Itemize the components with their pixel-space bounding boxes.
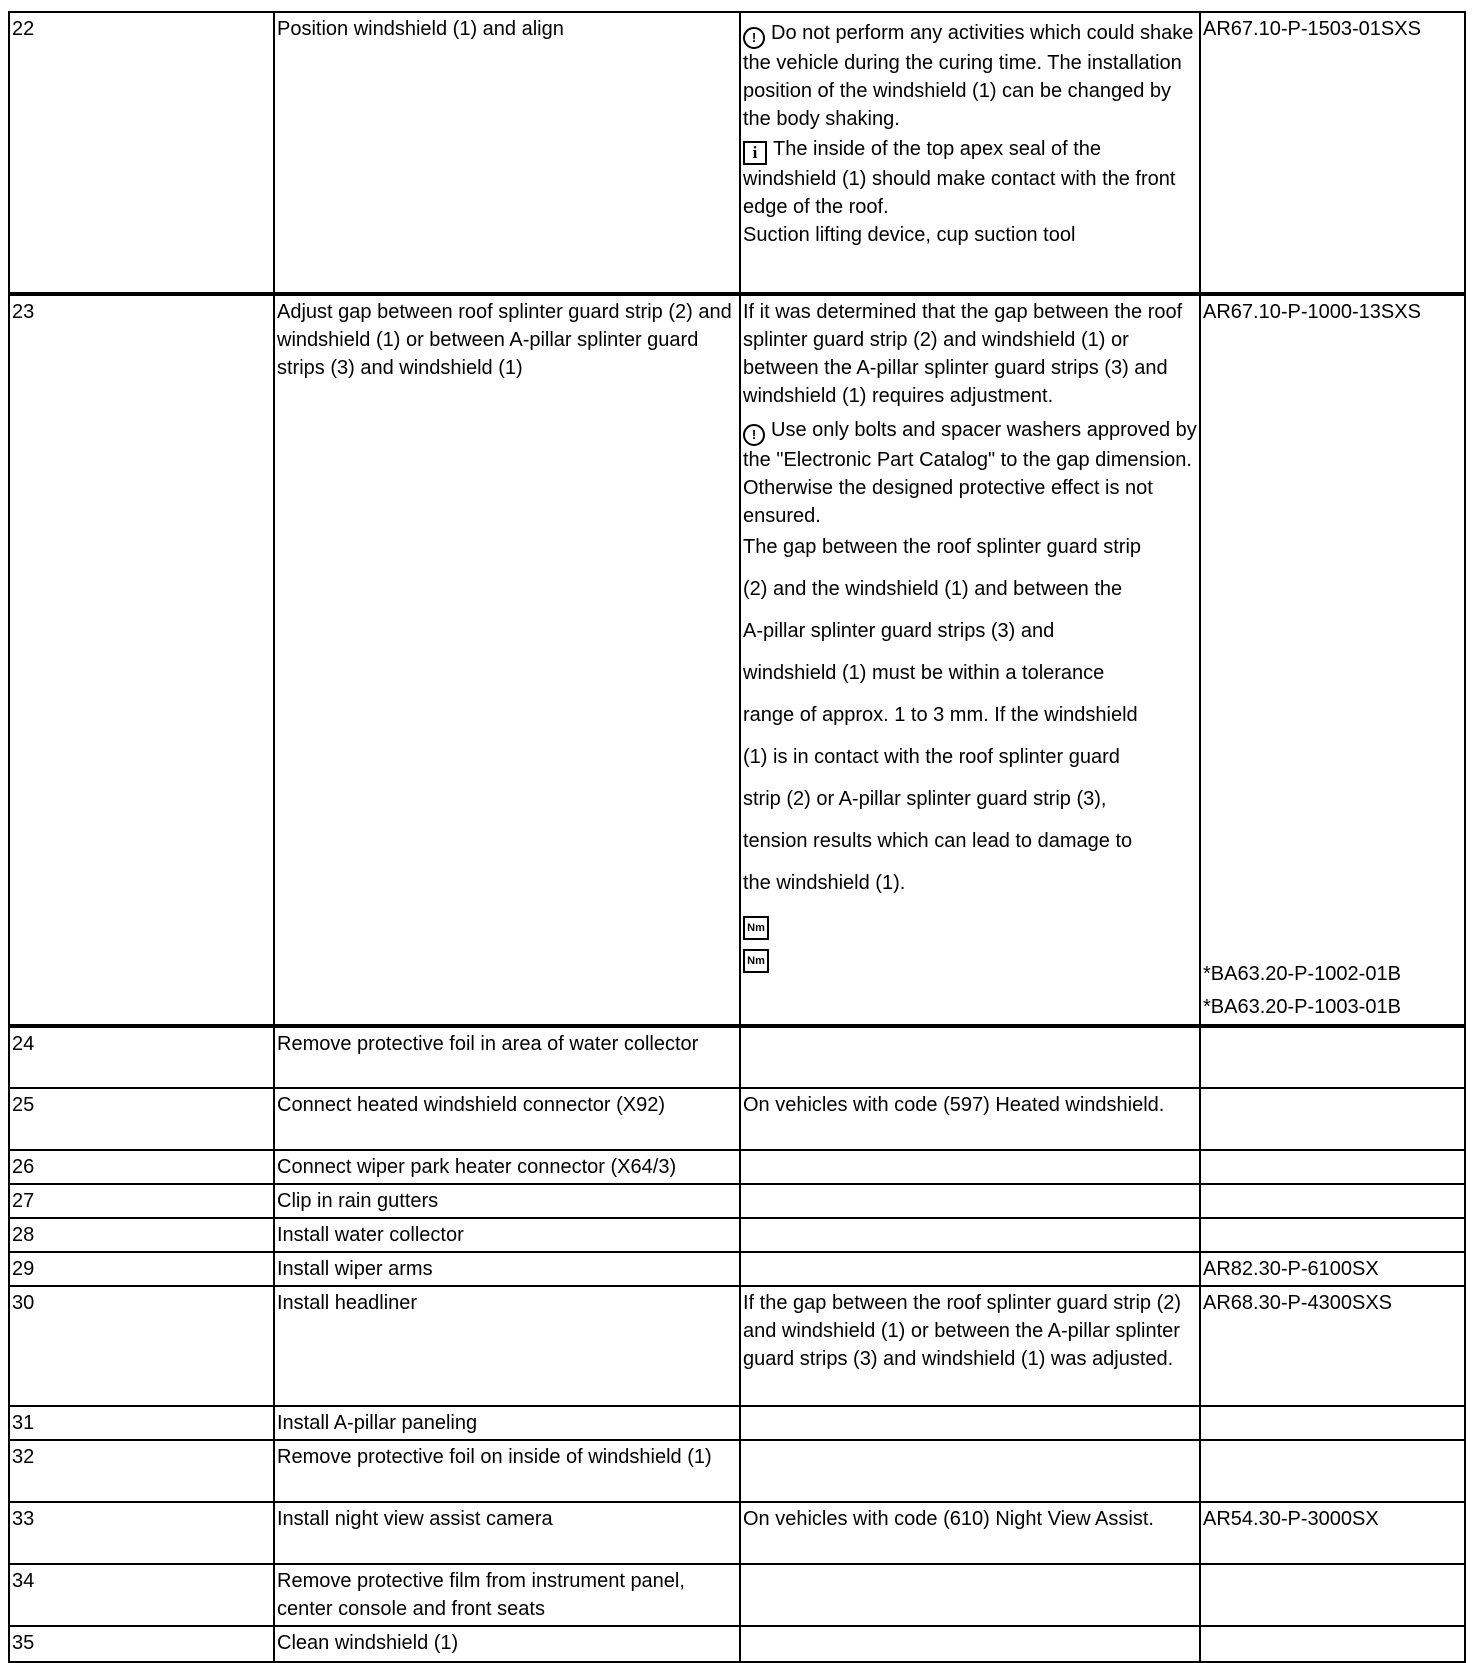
torque-row-2 — [743, 937, 1197, 970]
table-row-33 — [9, 1502, 1465, 1564]
torque-reference-link[interactable]: *BA63.20-P-1003-01B — [1203, 996, 1401, 1018]
step-notes — [740, 1218, 1200, 1252]
torque-nm-icon[interactable]: Nm — [743, 916, 769, 940]
step-action: Clip in rain gutters — [274, 1184, 740, 1218]
step-number: 28 — [9, 1218, 274, 1252]
procedure-table — [8, 11, 1466, 1663]
step-action: Position windshield (1) and align — [274, 12, 740, 294]
table-row-34 — [9, 1564, 1465, 1626]
warning-note-text: Do not perform any activities which could shake the vehicle during the curing time. The installation position of the windshield (1) can be changed by the body shaking. — [743, 22, 1194, 130]
reference-link — [1200, 1088, 1465, 1150]
step-action: Install headliner — [274, 1286, 740, 1406]
reference-link[interactable]: AR54.30-P-3000SX — [1200, 1502, 1465, 1564]
tolerance-line: tension results which can lead to damage to — [743, 830, 1133, 852]
step-action: Install wiper arms — [274, 1252, 740, 1286]
step-notes — [740, 12, 1200, 294]
step-number: 29 — [9, 1252, 274, 1286]
reference-link — [1200, 1440, 1465, 1502]
warning-note-text: Use only bolts and spacer washers approved by the "Electronic Part Catalog" to the gap dimension. Otherwise the designed protective effect is not ensured. — [743, 419, 1197, 527]
tolerance-line: A-pillar splinter guard strips (3) and — [743, 620, 1055, 642]
table-row-30 — [9, 1286, 1465, 1406]
table-row-29 — [9, 1252, 1465, 1286]
step-number: 32 — [9, 1440, 274, 1502]
tolerance-line: (2) and the windshield (1) and between the — [743, 578, 1123, 600]
reference-link[interactable]: AR68.30-P-4300SXS — [1200, 1286, 1465, 1406]
step-action: Install water collector — [274, 1218, 740, 1252]
step-action: Remove protective foil on inside of windshield (1) — [274, 1440, 740, 1502]
table-row-27 — [9, 1184, 1465, 1218]
step-number: 23 — [9, 294, 274, 1026]
reference-link — [1200, 1150, 1465, 1184]
tolerance-line: the windshield (1). — [743, 872, 906, 894]
table-row-31 — [9, 1406, 1465, 1440]
step-number: 25 — [9, 1088, 274, 1150]
step-notes — [740, 1564, 1200, 1626]
step-notes — [740, 1150, 1200, 1184]
table-row-22 — [9, 12, 1465, 294]
info-box-icon: i — [743, 141, 767, 165]
tolerance-line: (1) is in contact with the roof splinter guard — [743, 746, 1120, 768]
warning-circle-icon: ! — [743, 27, 765, 49]
step-notes — [740, 1626, 1200, 1662]
warning-note — [743, 416, 1197, 530]
table-row-35 — [9, 1626, 1465, 1662]
step-action: Adjust gap between roof splinter guard strip (2) and windshield (1) or between A-pillar splinter guard strips (3) and windshield (1) — [274, 294, 740, 1026]
table-row-32 — [9, 1440, 1465, 1502]
reference-spacer — [1203, 326, 1462, 958]
table-row-24 — [9, 1026, 1465, 1088]
step-number: 26 — [9, 1150, 274, 1184]
step-action: Remove protective film from instrument panel, center console and front seats — [274, 1564, 740, 1626]
torque-row-1 — [743, 904, 1197, 937]
step-number: 24 — [9, 1026, 274, 1088]
step-number: 22 — [9, 12, 274, 294]
step-action: Connect wiper park heater connector (X64/3) — [274, 1150, 740, 1184]
step-notes — [740, 1252, 1200, 1286]
table-row-25 — [9, 1088, 1465, 1150]
torque-reference-link[interactable]: *BA63.20-P-1002-01B — [1203, 963, 1401, 985]
step-action: Install A-pillar paneling — [274, 1406, 740, 1440]
step-action: Install night view assist camera — [274, 1502, 740, 1564]
step-number: 33 — [9, 1502, 274, 1564]
tolerance-line: range of approx. 1 to 3 mm. If the windshield — [743, 704, 1138, 726]
tolerance-line: The gap between the roof splinter guard strip — [743, 536, 1142, 558]
reference-link — [1200, 1564, 1465, 1626]
step-action: Clean windshield (1) — [274, 1626, 740, 1662]
table-row-26 — [9, 1150, 1465, 1184]
step-notes — [740, 1184, 1200, 1218]
step-action: Remove protective foil in area of water collector — [274, 1026, 740, 1088]
step-number: 30 — [9, 1286, 274, 1406]
tolerance-line: strip (2) or A-pillar splinter guard strip (3), — [743, 788, 1107, 810]
torque-nm-icon[interactable]: Nm — [743, 949, 769, 973]
step-number: 27 — [9, 1184, 274, 1218]
reference-cell — [1200, 294, 1465, 1026]
reference-link[interactable]: AR67.10-P-1503-01SXS — [1200, 12, 1465, 294]
step-notes: If the gap between the roof splinter guard strip (2) and windshield (1) or between the A-pillar splinter guard strips (3) and windshield (1) was adjusted. — [740, 1286, 1200, 1406]
step-number: 34 — [9, 1564, 274, 1626]
tolerance-note — [743, 526, 1197, 904]
tools-note: Suction lifting device, cup suction tool — [743, 224, 1076, 246]
step-notes — [740, 1440, 1200, 1502]
reference-link[interactable]: AR67.10-P-1000-13SXS — [1203, 301, 1421, 323]
reference-link — [1200, 1026, 1465, 1088]
table-row-28 — [9, 1218, 1465, 1252]
warning-circle-icon: ! — [743, 424, 765, 446]
reference-link — [1200, 1626, 1465, 1662]
step-number: 35 — [9, 1626, 274, 1662]
reference-link — [1200, 1406, 1465, 1440]
step-number: 31 — [9, 1406, 274, 1440]
step-notes — [740, 1026, 1200, 1088]
warning-note — [743, 19, 1197, 133]
step-notes: On vehicles with code (597) Heated windshield. — [740, 1088, 1200, 1150]
reference-link[interactable]: AR82.30-P-6100SX — [1200, 1252, 1465, 1286]
reference-link — [1200, 1218, 1465, 1252]
reference-link — [1200, 1184, 1465, 1218]
info-note — [743, 135, 1197, 221]
step-notes: On vehicles with code (610) Night View Assist. — [740, 1502, 1200, 1564]
step-action: Connect heated windshield connector (X92) — [274, 1088, 740, 1150]
tolerance-line: windshield (1) must be within a tolerance — [743, 662, 1105, 684]
info-note-text: The inside of the top apex seal of the windshield (1) should make contact with the front edge of the roof. — [743, 138, 1176, 218]
step-notes — [740, 1406, 1200, 1440]
intro-note: If it was determined that the gap between the roof splinter guard strip (2) and windshield (1) or between the A-pillar splinter guard strips (3) and windshield (1) requires adjustment. — [743, 301, 1183, 407]
step-notes — [740, 294, 1200, 1026]
table-row-23 — [9, 294, 1465, 1026]
